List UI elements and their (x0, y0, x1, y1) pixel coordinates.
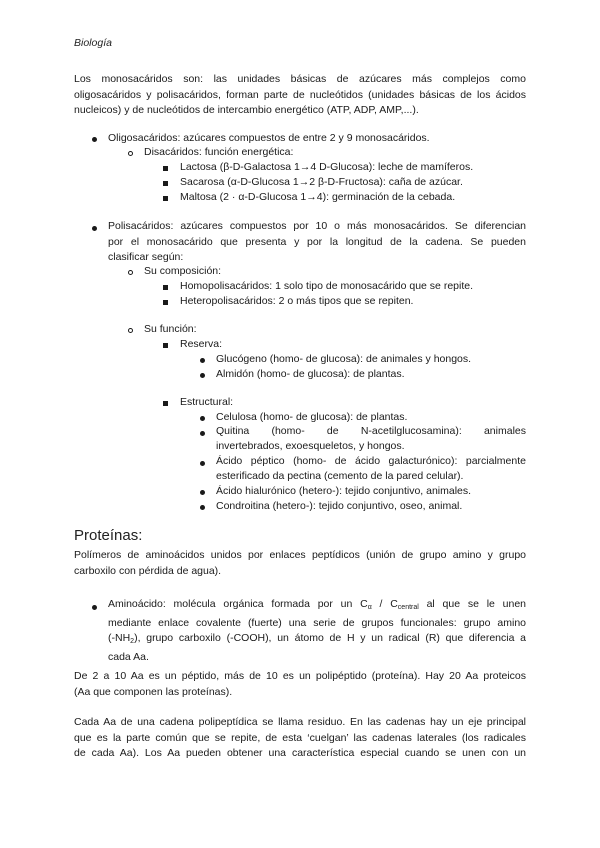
estr-line: Ácido péptico (homo- de ácido galacturónico): parcialmente (216, 455, 526, 467)
intro-line: nucleicos) y de nucleótidos de intercambio energético (ATP, ADP, AMP,...). (74, 104, 419, 116)
square-bullet-icon (163, 166, 168, 171)
section-heading: Proteínas: (74, 527, 143, 544)
bullet-icon (200, 490, 205, 495)
intro-paragraph (74, 72, 526, 119)
estructural-item: Estructural: (180, 396, 234, 408)
aminoacido-paragraph (108, 597, 526, 665)
nh2-subscript: 2 (130, 638, 135, 645)
circle-bullet-icon (128, 151, 133, 156)
peptido-paragraph (74, 669, 526, 700)
poli-line: por el monosacárido que presenta y por la longitud de la cadena. Se pueden (108, 235, 526, 248)
bullet-icon (200, 373, 205, 378)
comp-list-item: Heteropolisacáridos: 2 o más tipos que se repiten. (180, 295, 414, 307)
disac-list-item: Maltosa (2 · α-D-Glucosa 1→4): germinación de la cebada. (180, 191, 456, 203)
estr-line: Quitina (homo- de N-acetilglucosamina): animales (216, 425, 526, 437)
composicion-item: Su composición: (144, 265, 222, 277)
estr-list-item: Celulosa (homo- de glucosa): de plantas. (216, 411, 408, 423)
p2-line: De 2 a 10 Aa es un péptido, más de 10 es un polipéptido (proteína). Hay 20 Aa proteicos (74, 670, 526, 682)
bullet-icon (200, 416, 205, 421)
bullet-icon (92, 605, 97, 610)
estr-line: esterificado da pectina (cemento de la pared celular). (216, 470, 464, 482)
estr-line: invertebrados, exoesqueletos, y hongos. (216, 440, 405, 452)
intro-line: oligosacáridos y polisacáridos, forman parte de nucleótidos (unidades básicas de los ácidos (74, 88, 526, 101)
page-header: Biología (74, 37, 112, 49)
alpha-subscript: α (367, 604, 372, 611)
bullet-icon (92, 226, 97, 231)
p3-line: Cada Aa de una cadena polipeptídica se llama residuo. En las cadenas hay un eje principal (74, 716, 526, 728)
estr-list-item: Condroitina (hetero-): tejido conjuntivo, oseo, animal. (216, 500, 463, 512)
aa-line: cada Aa. (108, 650, 149, 663)
reserva-list-item: Almidón (homo- de glucosa): de plantas. (216, 368, 405, 380)
estr-list-item (216, 424, 526, 454)
intro-line: Los monosacáridos son: las unidades básicas de azúcares más complejos como (74, 73, 526, 85)
poli-line: Polisacáridos: azúcares compuestos por 10 o más monosacáridos. Se diferencian (108, 220, 526, 232)
residuo-paragraph (74, 715, 526, 762)
square-bullet-icon (163, 401, 168, 406)
square-bullet-icon (163, 300, 168, 305)
square-bullet-icon (163, 196, 168, 201)
bullet-icon (200, 358, 205, 363)
reserva-item: Reserva: (180, 338, 223, 350)
p2-line: (Aa que componen las proteínas). (74, 685, 233, 698)
aa-line (108, 597, 526, 616)
square-bullet-icon (163, 285, 168, 290)
p3-line: que es la parte común que se repite, de esta ‘cuelgan’ las cadenas laterales (los radicales (74, 731, 526, 744)
aa-text: ), grupo carboxilo (-COOH), un átomo de H y un radical (R) que diferencia a (134, 632, 526, 644)
aa-line: mediante enlace covalente (fuerte) una serie de grupos funcionales: grupo amino (108, 616, 526, 629)
disac-list-item: Lactosa (β-D-Galactosa 1→4 D-Glucosa): leche de mamíferos. (180, 161, 474, 173)
square-bullet-icon (163, 343, 168, 348)
poli-line: clasificar según: (108, 251, 184, 263)
circle-bullet-icon (128, 270, 133, 275)
aa-text: (-NH (108, 632, 131, 644)
proteinas-definition (74, 548, 526, 579)
square-bullet-icon (163, 181, 168, 186)
oligo-item: Oligosacáridos: azúcares compuestos de entre 2 y 9 monosacáridos. (108, 132, 430, 144)
bullet-icon (200, 431, 205, 436)
disacaridos-item: Disacáridos: función energética: (144, 146, 294, 158)
p3-line: de cada Aa). Los Aa pueden obtener una característica especial cuando se unen con un (74, 747, 526, 759)
disac-list-item: Sacarosa (α-D-Glucosa 1→2 β-D-Fructosa): caña de azúcar. (180, 176, 463, 188)
estr-list-item: Ácido hialurónico (hetero-): tejido conjuntivo, animales. (216, 485, 472, 497)
aa-text: al que se le unen (418, 598, 526, 610)
central-subscript: central (397, 604, 419, 611)
circle-bullet-icon (128, 328, 133, 333)
def-line: Polímeros de aminoácidos unidos por enlaces peptídicos (unión de grupo amino y grupo (74, 549, 526, 561)
estr-list-item (216, 454, 526, 484)
bullet-icon (92, 137, 97, 142)
reserva-list-item: Glucógeno (homo- de glucosa): de animales y hongos. (216, 353, 472, 365)
funcion-item: Su función: (144, 323, 197, 335)
bullet-icon (200, 461, 205, 466)
poli-paragraph (108, 219, 526, 266)
aa-text: Aminoácido: molécula orgánica formada por un C (108, 598, 368, 610)
aa-text: / C (371, 598, 398, 610)
aa-line (108, 631, 526, 650)
def-line: carboxilo con pérdida de agua). (74, 564, 222, 577)
comp-list-item: Homopolisacáridos: 1 solo tipo de monosacárido que se repite. (180, 280, 474, 292)
bullet-icon (200, 505, 205, 510)
